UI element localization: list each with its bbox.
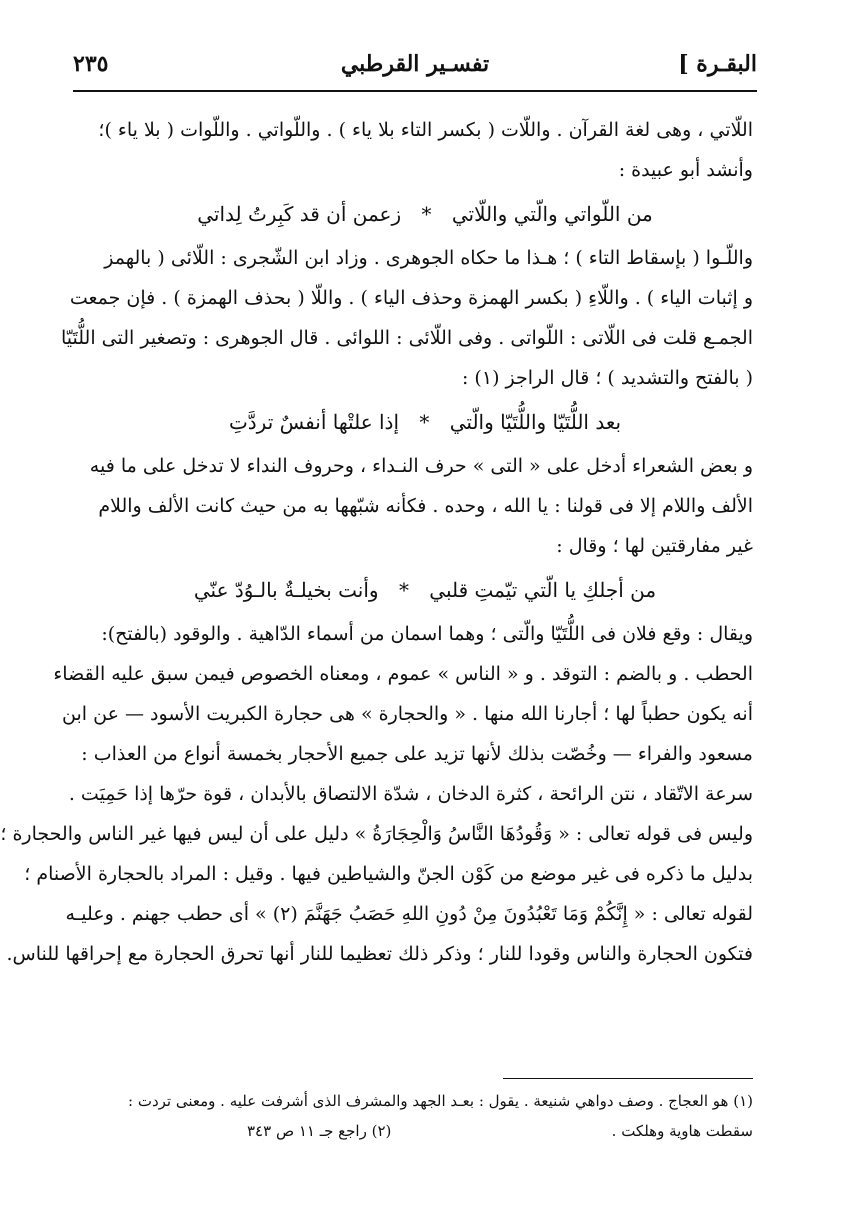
- text-line: وأنشد أبو عبيدة :: [618, 159, 753, 181]
- text-line: سرعة الاتّقاد ، نتن الرائحة ، كثرة الدخان ، شدّة الالتصاق بالأبدان ، قوة حرّها إذا حَمِيَت .: [68, 783, 753, 805]
- footnote-2: (٢) راجع جـ ١١ ص ٣٤٣: [247, 1122, 392, 1140]
- text-line: الألف واللام إلا فى قولنا : يا الله ، وحده . فكأنه شبّهها به من حيث كانت الألف واللام: [98, 495, 753, 517]
- text-line: الجمـع قلت فى اللّاتى : اللّواتى . وفى اللّائى : اللوائى . قال الجوهرى : وتصغير التى اللُّتَيّا: [61, 327, 753, 349]
- verse-hemistich: من اللّواتي والّتي واللّاتي: [451, 202, 653, 226]
- text-line: واللّـوا ( بإسقاط التاء ) ؛ هـذا ما حكاه الجوهرى . وزاد ابن الشّجرى : اللّائى ( بالهمز: [104, 247, 753, 269]
- section-name: البقـرة ]: [678, 51, 757, 77]
- text-line: أنه يكون حطباً لها ؛ أجارنا الله منها . « والحجارة » هى حجارة الكبريت الأسود — عن ابن: [62, 703, 753, 725]
- page-body: [0, 110, 753, 974]
- poetry-verse: [97, 190, 753, 238]
- text-line: لقوله تعالى : « إِنَّكُمْ وَمَا تَعْبُدُونَ مِنْ دُونِ اللهِ حَصَبُ جَهَنَّمَ (٢) » أى حطب جهنم . وعليـه: [65, 903, 753, 925]
- text-line: ( بالفتح والتشديد ) ؛ قال الراجز (١) :: [461, 367, 753, 389]
- text-line: بدليل ما ذكره فى غير موضع من كَوْن الجنّ والشياطين فيها . وقيل : المراد بالحجارة الأصنام ؛: [24, 863, 753, 885]
- verse-hemistich: إذا علتْها أنفسٌ تردَّتِ: [228, 410, 400, 434]
- text-line: الحطب . و بالضم : التوقد . و « الناس » عموم ، ومعناه الخصوص فيمن سبق عليه القضاء: [53, 663, 753, 685]
- verse-separator: *: [398, 578, 409, 602]
- text-line: و بعض الشعراء أدخل على « التى » حرف النـداء ، وحروف النداء لا تدخل على ما فيه: [89, 455, 753, 477]
- verse-hemistich: وأنت بخيلـةٌ بالـوُدّ عنّي: [193, 578, 379, 602]
- footnote-row: [97, 1116, 753, 1146]
- text-line: و إثبات الياء ) . واللّاءِ ( بكسر الهمزة وحذف الياء ) . واللّا ( بحذف الهمزة ) . فإن جمعت: [69, 287, 753, 309]
- page-number: ٢٣٥: [73, 51, 109, 77]
- text-line: اللّاتي ، وهى لغة القرآن . واللّات ( بكسر التاء بلا ياء ) . واللّواتي . واللّوات ( بلا ياء )؛: [98, 119, 753, 141]
- footnote-1: (١) هو العجاج . وصف دواهي شنيعة . يقول : بعـد الجهد والمشرف الذى أشرفت عليه . ومعنى تردت :: [128, 1092, 753, 1110]
- text-line: ويقال : وقع فلان فى اللُّتَيّا والّتى ؛ وهما اسمان من أسماء الدّاهية . والوقود (بالفتح):: [101, 623, 753, 645]
- footnotes: [97, 1086, 753, 1146]
- verse-separator: *: [419, 410, 430, 434]
- page-header: [73, 38, 757, 92]
- verse-separator: *: [421, 202, 432, 226]
- text-line: مسعود والفراء — وخُصّت بذلك لأنها تزيد على جميع الأحجار بخمسة أنواع من العذاب :: [81, 743, 753, 765]
- poetry-verse: [97, 566, 753, 614]
- text-line: غير مفارقتين لها ؛ وقال :: [556, 535, 753, 557]
- text-line: وليس فى قوله تعالى : « وَقُودُهَا النَّاسُ وَالْحِجَارَةُ » دليل على أن ليس فيها غير الناس والحجارة ؛: [0, 823, 753, 845]
- text-line: فتكون الحجارة والناس وقودا للنار ؛ وذكر ذلك تعظيما للنار أنها تحرق الحجارة مع إحراقها للناس.: [6, 943, 753, 965]
- verse-hemistich: زعمن أن قد كَبِرتُ لِداتي: [197, 202, 402, 226]
- poetry-verse: [97, 398, 753, 446]
- footnote-divider: [503, 1078, 753, 1079]
- book-title: تفسـير القرطبي: [340, 51, 490, 77]
- footnote-1-continued: سقطت هاوية وهلكت .: [611, 1122, 753, 1140]
- verse-hemistich: بعد اللُّتَيّا واللُّتَيّا والّتي: [449, 410, 622, 434]
- verse-hemistich: من أجلكِ يا الّتي تيّمتِ قلبي: [429, 578, 657, 602]
